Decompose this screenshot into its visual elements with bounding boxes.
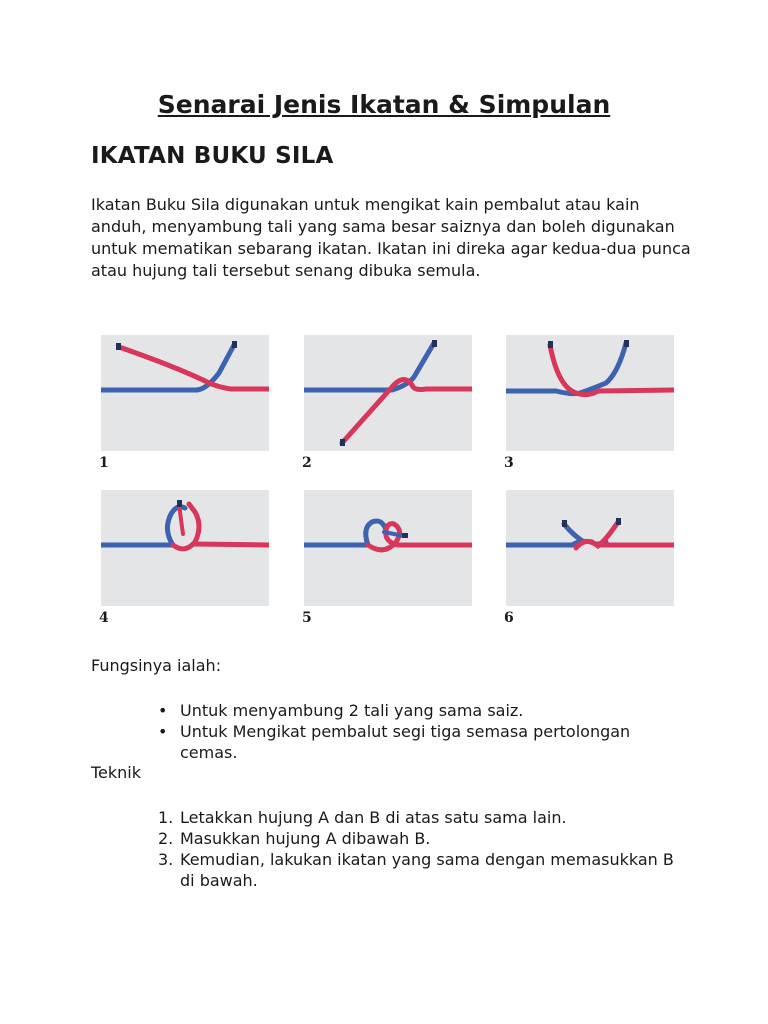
knot-step-3 [504, 335, 674, 471]
knot-step-6-illustration [506, 490, 674, 606]
list-item-text: Masukkan hujung A dibawah B. [180, 829, 431, 848]
page-title: Senarai Jenis Ikatan & Simpulan [157, 90, 611, 119]
technique-list [158, 807, 680, 891]
list-item-text: Untuk Mengikat pembalut segi tiga semasa pertolongan cemas. [180, 722, 631, 762]
list-item-text: Untuk menyambung 2 tali yang sama saiz. [180, 701, 524, 720]
section-heading: IKATAN BUKU SILA [91, 143, 334, 169]
list-item [158, 721, 680, 763]
list-item [158, 807, 680, 828]
list-item-text: Kemudian, lakukan ikatan yang sama dengan memasukkan B di bawah. [180, 850, 674, 890]
knot-step-6 [504, 490, 674, 626]
knot-step-3-illustration [506, 335, 674, 451]
step-label: 1 [99, 455, 109, 471]
list-item [158, 849, 680, 891]
step-label: 5 [302, 610, 312, 626]
technique-label: Teknik [91, 763, 142, 782]
step-label: 3 [504, 455, 514, 471]
step-label: 6 [504, 610, 514, 626]
knot-step-1-illustration [101, 335, 269, 451]
list-item [158, 700, 680, 721]
knot-step-1 [99, 335, 269, 471]
knot-step-5 [302, 490, 472, 626]
bullet-icon: • [158, 701, 168, 720]
list-item [158, 828, 680, 849]
intro-paragraph: Ikatan Buku Sila digunakan untuk mengikat kain pembalut atau kain anduh, menyambung tali yang sama besar saiznya dan boleh digunakan untuk mematikan sebarang ikatan. Ikatan ini direka agar kedua-dua punca atau hujung tali tersebut senang dibuka semula. [91, 195, 691, 280]
step-label: 4 [99, 610, 109, 626]
knot-step-2-illustration [304, 335, 472, 451]
step-label: 2 [302, 455, 312, 471]
list-number: 3. [158, 850, 174, 869]
list-item-text: Letakkan hujung A dan B di atas satu sama lain. [180, 808, 567, 827]
functions-list [158, 700, 680, 763]
knot-step-4-illustration [101, 490, 269, 606]
list-number: 1. [158, 808, 174, 827]
functions-label: Fungsinya ialah: [91, 656, 222, 675]
knot-step-4 [99, 490, 269, 626]
knot-step-2 [302, 335, 472, 471]
bullet-icon: • [158, 722, 168, 741]
list-number: 2. [158, 829, 174, 848]
knot-step-5-illustration [304, 490, 472, 606]
